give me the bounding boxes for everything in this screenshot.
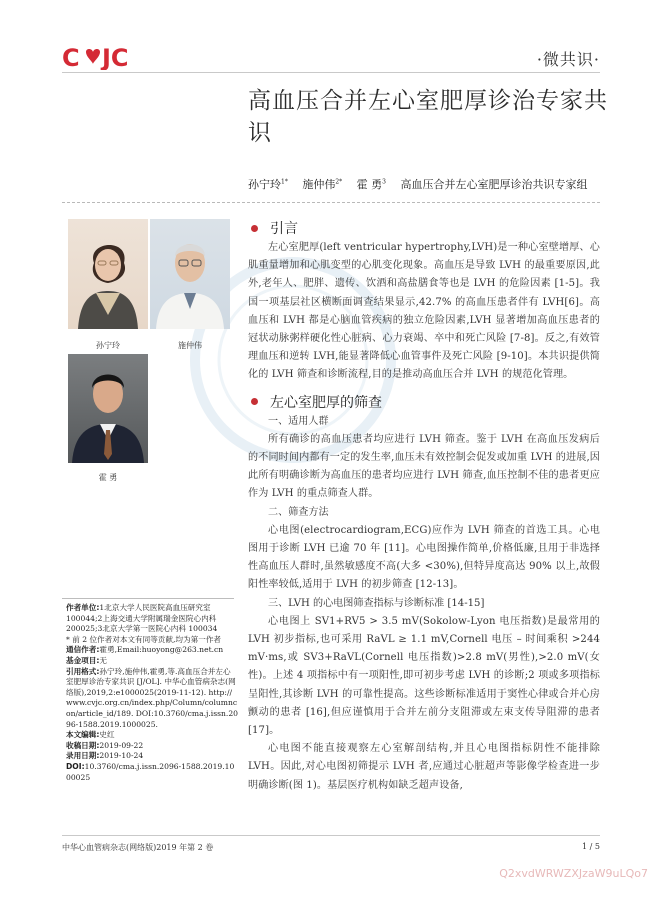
received-date: 收稿日期:2019-09-22 — [66, 740, 144, 750]
subsection-heading: 三、LVH 的心电图筛查指标与诊断标准 [14-15] — [268, 597, 485, 609]
photo-caption: 霍 勇 — [98, 473, 118, 482]
body-paragraph: 心电图(electrocardiogram,ECG)应作为 LVH 筛查的首选工具。心电图用于诊断 LVH 已逾 70 年 [11]。心电图操作简单,价格低廉,且用于非选择性高血压人群时,虽然敏感度不高(大多 <30%),但特异度高达 90% 以上,故假阳性率较低,适用于 LVH 的初步筛查 [12-13]。 — [248, 524, 600, 591]
author-divider — [62, 202, 600, 203]
article-body — [248, 217, 600, 795]
journal-name: 中华心血管病杂志(网络版)2019 年第 2 卷 — [62, 843, 214, 852]
editor: 本文编辑:史红 — [66, 730, 115, 740]
body-paragraph: 所有确诊的高血压患者均应进行 LVH 筛查。鉴于 LVH 在高血压发病后的不同时间内都有一定的发生率,血压未有效控制会促发或加重 LVH 的进展,因此所有明确诊断为高血压的患者均应进行 LVH 筛查,血压控制不佳的患者更应作为 LVH 的重点筛查人群。 — [248, 433, 600, 500]
funding: 基金项目:无 — [66, 655, 108, 665]
author-photo — [150, 219, 230, 329]
author-group: 高血压合并左心室肥厚诊治共识专家组 — [400, 178, 588, 191]
svg-text:JC: JC — [102, 44, 129, 70]
footer-divider — [62, 835, 600, 836]
accepted-date: 录用日期:2019-10-24 — [66, 751, 144, 761]
page-number: 1 / 5 — [582, 842, 600, 851]
citation-format: 引用格式:孙宁玲,施仲伟,霍勇,等.高血压合并左心室肥厚诊治专家共识 [J/OL]. 中华心血管病杂志(网络版),2019,2:e1000025(2019-11-12). http://www.cvjc.org.cn/index.php/Column/columncon/article_id/189. DOI:10.3760/cma.j.issn.2096-1588.2019.1000025. — [66, 666, 238, 729]
article-title: 高血压合并左心室肥厚诊治专家共识 — [248, 88, 608, 146]
section-heading-screening: 左心室肥厚的筛查 — [248, 391, 600, 413]
body-paragraph: 心电图不能直接观察左心室解剖结构,并且心电图指标阴性不能排除 LVH。因此,对心电图初筛提示 LVH 者,应通过心脏超声等影像学检查进一步明确诊断(图 1)。基层医疗机构如缺乏超声设备, — [248, 743, 600, 791]
section-heading-intro: 引言 — [248, 217, 600, 239]
column-tag: ·微共识· — [536, 50, 600, 69]
subsection-heading: 一、适用人群 — [268, 415, 329, 427]
author-name: 施仲伟$^{2*}$ — [302, 178, 343, 191]
photo-caption: 施仲伟 — [178, 341, 202, 350]
author-line — [248, 176, 598, 192]
article-info — [66, 603, 238, 783]
body-paragraph: 心电图上 SV1+RV5 > 3.5 mV(Sokolow-Lyon 电压指数)是最常用的 LVH 初步指标,也可采用 RaVL ≥ 1.1 mV,Cornell 电压 – 时间乘积 >244 mV·ms,或 SV3+RaVL(Cornell 电压指数)>2.8 mV(男性),>2.0 mV(女性)。上述 4 项指标中有一项阳性,即可初步考虑 LVH 的诊断;2 项或多项指标呈阳性,其诊断 LVH 的可靠性提高。这些诊断标准适用于窦性心律或合并心房颤动的患者 [16],但应谨慎用于合并左前分支阻滞或左束支传导阻滞的患者 [17]。 — [248, 615, 600, 737]
author-photo — [68, 354, 148, 463]
bullet-dot-icon — [251, 225, 258, 232]
intro-paragraph: 左心室肥厚(left ventricular hypertrophy,LVH)是一种心室壁增厚、心肌重量增加和心肌变型的心肌变化现象。高血压是导致 LVH 的最重要原因,此外,老年人、肥胖、遗传、饮酒和高盐膳食等也是 LVH 的危险因素 [1-5]。我国一项基层社区横断面调查结果显示,42.7% 的高血压患者伴有 LVH[6]。高血压和 LVH 都是心脑血管疾病的独立危险因素,LVH 显著增加高血压患者的冠状动脉粥样硬化性心脏病、心力衰竭、卒中和死亡风险 [7-8]。反之,有效管理血压和逆转 LVH,能显著降低心血管事件及死亡风险 [9-10]。本共识提供简化的 LVH 筛查和诊断流程,目的是推动高血压合并 LVH 的规范化管理。 — [248, 242, 600, 381]
cvjc-logo — [62, 44, 160, 70]
sidebar-divider — [62, 598, 234, 599]
subsection-heading: 二、筛查方法 — [268, 506, 329, 518]
photo-caption: 孙宁玲 — [96, 341, 120, 350]
author-name: 霍 勇$^3$ — [356, 178, 386, 191]
affiliation: 作者单位:1北京大学人民医院高血压研究室 100044;2上海交通大学附属瑞金医院心内科 200025;3北京大学第一医院心内科 100034 — [66, 603, 218, 634]
svg-text:C: C — [62, 44, 80, 70]
bullet-dot-icon — [251, 398, 258, 405]
watermark-code: Q2xvdWRWZXJzaW9uLQo7 — [499, 867, 648, 880]
author-name: 孙宁玲$^{1*}$ — [248, 178, 288, 191]
corresponding-author: 通信作者:霍勇,Email:huoyong@263.net.cn — [66, 645, 224, 655]
equal-contribution-note: * 前 2 位作者对本文有同等贡献,均为第一作者 — [66, 634, 221, 644]
author-photo — [68, 219, 148, 329]
doi: DOI:10.3760/cma.j.issn.2096-1588.2019.1000025 — [66, 761, 235, 782]
header-divider — [62, 72, 600, 73]
